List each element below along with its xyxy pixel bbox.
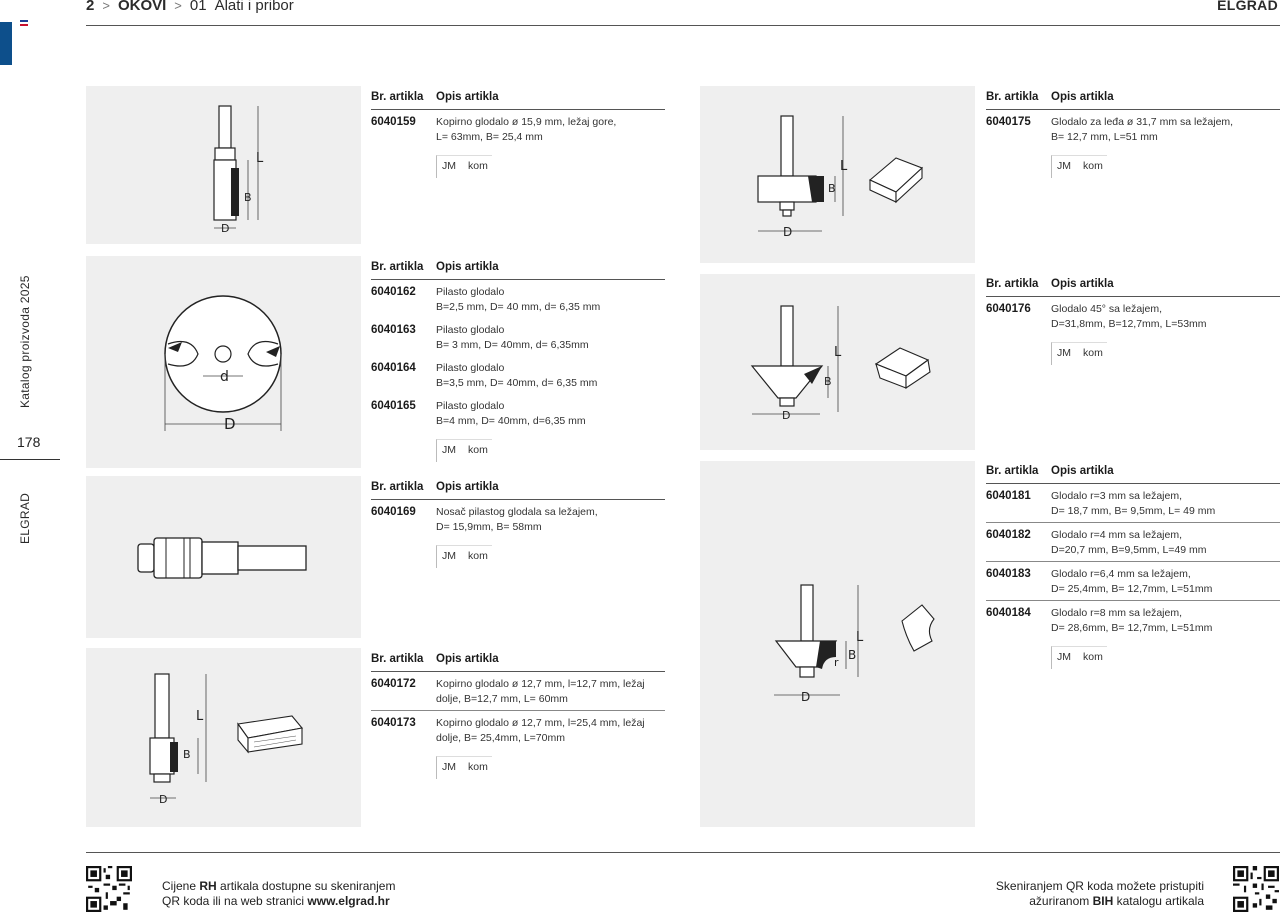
unit-box: JM kom <box>436 439 492 462</box>
label-D: D <box>159 793 168 806</box>
product-table-6040159 <box>371 91 665 178</box>
product-table-6040162 <box>371 261 665 462</box>
label-L: L <box>196 709 204 724</box>
unit-box: JM kom <box>436 756 492 779</box>
qr-code-icon[interactable] <box>1233 866 1279 912</box>
label-D: D <box>782 409 791 422</box>
col-description: Opis artikla <box>436 91 499 103</box>
product-image-6040169 <box>86 476 361 638</box>
rebate-bit-drawing <box>700 86 975 263</box>
unit-box: JM kom <box>1051 646 1107 669</box>
footer-left-text: Cijene RH artikala dostupne su skeniranjem QR koda ili na web stranici www.elgrad.hr <box>162 879 396 908</box>
table-header: Br. artikla Opis artikla <box>371 481 665 500</box>
unit-box: JM kom <box>436 545 492 568</box>
side-brand-label: ELGRAD <box>18 492 32 544</box>
table-header: Br. artikla Opis artikla <box>986 278 1280 297</box>
table-row: 6040169 Nosač pilastog glodala sa ležajem, D= 15,9mm, B= 58mm <box>371 506 598 533</box>
breadcrumb <box>86 0 294 14</box>
label-B: B <box>848 648 857 662</box>
chamfer-bit-drawing <box>700 274 975 450</box>
slot-cutter-drawing <box>86 256 361 468</box>
label-r: r <box>834 656 839 669</box>
product-image-6040176 <box>700 274 975 450</box>
table-header: Br. artikla Opis artikla <box>986 465 1280 484</box>
table-row: 6040173 Kopirno glodalo ø 12,7 mm, l=25,4 mm, ležaj dolje, B= 25,4mm, L=70mm <box>371 717 645 744</box>
product-image-6040172 <box>86 648 361 827</box>
product-table-6040172 <box>371 653 665 779</box>
product-table-6040181 <box>986 465 1280 669</box>
qr-code-icon[interactable] <box>86 866 132 912</box>
product-image-6040175 <box>700 86 975 263</box>
unit-box: JM kom <box>1051 342 1107 365</box>
footer-right-text: Skeniranjem QR koda možete pristupiti ažuriranom BIH katalogu artikala <box>995 879 1204 908</box>
label-L: L <box>840 159 848 174</box>
label-B: B <box>828 182 836 195</box>
table-row: 6040184 Glodalo r=8 mm sa ležajem, D= 28,6mm, B= 12,7mm, L=51mm <box>986 607 1213 634</box>
label-B: B <box>244 191 252 204</box>
label-D: D <box>224 415 236 433</box>
label-D: D <box>801 690 811 704</box>
table-row: 6040183 Glodalo r=6,4 mm sa ležajem, D= 25,4mm, B= 12,7mm, L=51mm <box>986 562 1280 601</box>
table-header: Br. artikla Opis artikla <box>371 261 665 280</box>
header-divider <box>86 25 1280 26</box>
col-article-no: Br. artikla <box>371 91 424 103</box>
chevron-right-icon: > <box>174 0 182 13</box>
footer-divider <box>86 852 1280 853</box>
unit-box: JM kom <box>1051 155 1107 178</box>
unit-box: JM kom <box>436 155 492 178</box>
chevron-right-icon: > <box>102 0 110 13</box>
router-bit-bearing-drawing <box>86 648 361 827</box>
breadcrumb-section[interactable]: OKOVI <box>117 0 167 14</box>
table-row: 6040181 Glodalo r=3 mm sa ležajem, D= 18,7 mm, B= 9,5mm, L= 49 mm <box>986 484 1280 523</box>
page-number: 178 <box>17 434 41 450</box>
arbor-drawing <box>86 476 361 638</box>
product-table-6040175 <box>986 91 1280 178</box>
label-L: L <box>856 630 864 645</box>
table-row: 6040164 Pilasto glodalo B=3,5 mm, D= 40mm, d= 6,35 mm <box>371 362 598 389</box>
label-d: d <box>220 369 229 385</box>
round-over-bit-drawing <box>700 461 975 827</box>
label-B: B <box>824 375 832 388</box>
label-L: L <box>256 151 264 166</box>
product-table-6040169 <box>371 481 665 568</box>
product-image-6040181 <box>700 461 975 827</box>
breadcrumb-chapter: 2 <box>86 0 95 14</box>
table-row: 6040162 Pilasto glodalo B=2,5 mm, D= 40 mm, d= 6,35 mm <box>371 286 601 313</box>
product-image-6040159 <box>86 86 361 244</box>
table-row: 6040165 Pilasto glodalo B=4 mm, D= 40mm, d=6,35 mm <box>371 400 586 427</box>
divider <box>0 459 60 460</box>
catalog-label: Katalog proizvoda 2025 <box>18 275 32 408</box>
label-D: D <box>783 225 793 239</box>
table-header: Br. artikla Opis artikla <box>986 91 1280 110</box>
breadcrumb-subsection[interactable]: Alati i pribor <box>214 0 294 14</box>
product-image-6040162 <box>86 256 361 468</box>
website-link[interactable]: www.elgrad.hr <box>307 894 390 908</box>
article-desc: Kopirno glodalo ø 15,9 mm, ležaj gore, L= 63mm, B= 25,4 mm <box>436 116 617 143</box>
product-table-6040176 <box>986 278 1280 365</box>
table-header: Br. artikla Opis artikla <box>371 653 665 672</box>
table-row <box>371 110 665 145</box>
section-tab <box>0 22 12 65</box>
article-code: 6040159 <box>371 116 416 128</box>
table-row: 6040163 Pilasto glodalo B= 3 mm, D= 40mm, d= 6,35mm <box>371 324 589 351</box>
table-row: 6040175 Glodalo za leđa ø 31,7 mm sa ležajem, B= 12,7 mm, L=51 mm <box>986 116 1234 143</box>
table-row: 6040182 Glodalo r=4 mm sa ležajem, D=20,7 mm, B=9,5mm, L=49 mm <box>986 523 1280 562</box>
label-D: D <box>221 222 230 235</box>
label-L: L <box>834 345 842 360</box>
breadcrumb-subsection-no: 01 <box>189 0 207 14</box>
label-B: B <box>183 748 191 761</box>
table-row: 6040176 Glodalo 45° sa ležajem, D=31,8mm, B=12,7mm, L=53mm <box>986 303 1207 330</box>
router-bit-drawing <box>86 86 361 244</box>
table-row: 6040172 Kopirno glodalo ø 12,7 mm, l=12,7 mm, ležaj dolje, B=12,7 mm, L= 60mm <box>371 672 665 711</box>
table-header <box>371 91 665 110</box>
flag-icon <box>20 20 28 26</box>
header-brand: ELGRAD <box>1217 0 1278 13</box>
